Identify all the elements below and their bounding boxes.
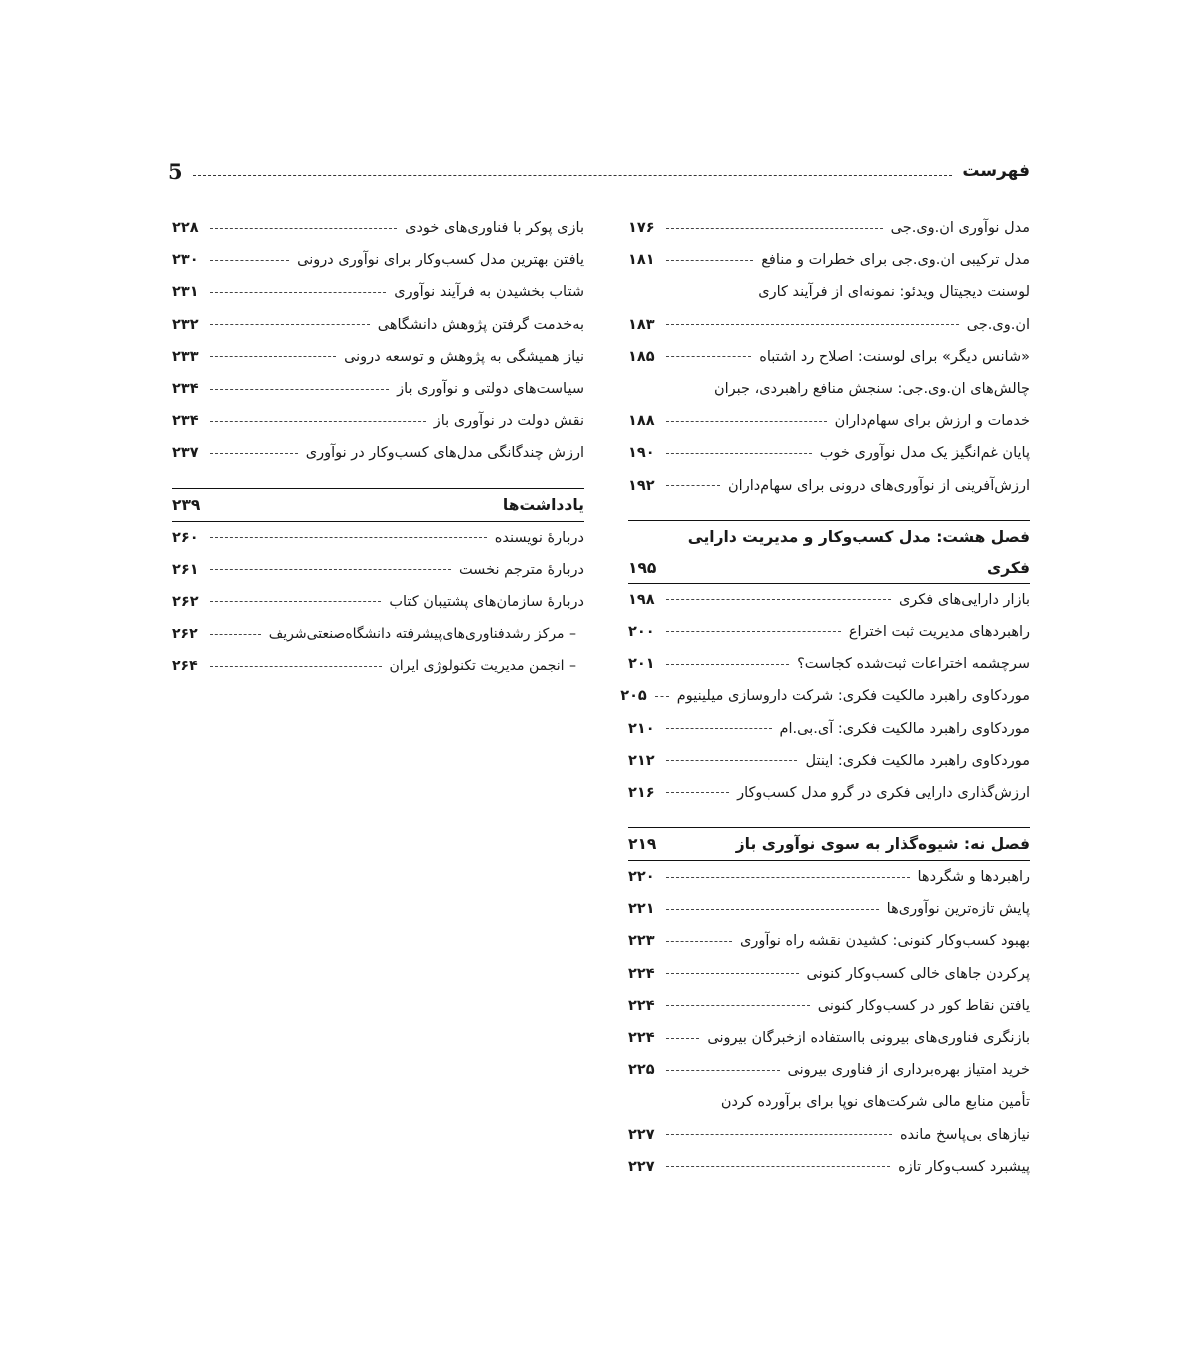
toc-entry-title: راهبردهای مدیریت ثبت اختراع bbox=[848, 623, 1030, 640]
dotted-leader bbox=[666, 760, 797, 761]
dotted-leader bbox=[210, 666, 382, 667]
dotted-leader bbox=[210, 453, 298, 454]
toc-entry-title: لوسنت دیجیتال ویدئو: نمونه‌ای از فرآیند کاری bbox=[758, 284, 1030, 301]
toc-entry[interactable] bbox=[628, 745, 1030, 777]
toc-entry-title: به‌خدمت گرفتن پژوهش دانشگاهی bbox=[377, 316, 584, 333]
toc-entry-title: ارزش چندگانگی مدل‌های کسب‌وکار در نوآوری bbox=[305, 445, 584, 462]
toc-entry-title: – مرکز رشدفناوری‌های‌پیشرفته دانشگاه‌صنعتی‌شریف bbox=[268, 626, 576, 643]
chapter9-heading bbox=[628, 827, 1030, 861]
toc-entry-title: خدمات و ارزش برای سهام‌داران bbox=[834, 413, 1030, 430]
toc-entry-title: پایش تازه‌ترین نوآوری‌ها bbox=[886, 901, 1030, 918]
toc-entry-title: خرید امتیاز بهره‌برداری از فناوری بیرونی bbox=[787, 1062, 1030, 1079]
toc-left-column bbox=[172, 212, 584, 682]
toc-entry[interactable] bbox=[628, 341, 1030, 373]
toc-entry-page: ۲۱۶ bbox=[628, 784, 655, 801]
dotted-leader bbox=[666, 356, 751, 357]
toc-entry[interactable] bbox=[628, 309, 1030, 341]
toc-entry-page: ۲۰۰ bbox=[628, 623, 655, 640]
toc-entry[interactable] bbox=[628, 990, 1030, 1022]
toc-entry-title: بازی پوکر با فناوری‌های خودی bbox=[405, 220, 584, 237]
toc-entry-title: مدل نوآوری ان.وی.جی bbox=[890, 220, 1030, 237]
toc-entry-page: ۲۶۲ bbox=[172, 626, 198, 643]
notes-entries bbox=[172, 522, 584, 683]
toc-entry[interactable] bbox=[628, 584, 1030, 616]
toc-entry-page: ۲۲۷ bbox=[628, 1126, 655, 1143]
dotted-leader bbox=[655, 696, 669, 697]
toc-entry-page: ۲۲۴ bbox=[628, 965, 655, 982]
toc-entry[interactable] bbox=[628, 1054, 1030, 1086]
toc-entry-title: موردکاوی راهبرد مالکیت فکری: آی.بی.ام bbox=[779, 720, 1030, 737]
dotted-leader bbox=[666, 792, 729, 793]
toc-entry[interactable] bbox=[172, 618, 584, 650]
dotted-leader bbox=[666, 324, 959, 325]
toc-entry-title: پایان غم‌انگیز یک مدل نوآوری خوب bbox=[819, 445, 1030, 462]
dotted-leader bbox=[666, 599, 891, 600]
toc-entry[interactable] bbox=[172, 341, 584, 373]
dotted-leader bbox=[666, 664, 789, 665]
dotted-leader bbox=[666, 453, 812, 454]
dotted-leader bbox=[210, 228, 397, 229]
toc-left-top-list bbox=[172, 212, 584, 470]
toc-entry-page: ۲۲۱ bbox=[628, 901, 655, 918]
dotted-leader bbox=[210, 537, 487, 538]
toc-entry-title: یافتن نقاط کور در کسب‌وکار کنونی bbox=[817, 997, 1030, 1014]
toc-entry[interactable] bbox=[628, 1086, 1030, 1118]
toc-entry-title: شتاب بخشیدن به فرآیند نوآوری bbox=[394, 284, 584, 301]
toc-entry-title: نیازهای بی‌پاسخ مانده bbox=[900, 1126, 1030, 1143]
toc-entry-page: ۲۲۷ bbox=[628, 1158, 655, 1175]
dotted-leader bbox=[666, 421, 827, 422]
toc-entry-title: ارزش‌آفرینی از نوآوری‌های درونی برای سهام‌داران bbox=[728, 477, 1030, 494]
toc-entry-page: ۱۹۰ bbox=[628, 445, 655, 462]
toc-entry-title: موردکاوی راهبرد مالکیت فکری: شرکت داروسازی میلینیوم bbox=[676, 688, 1030, 705]
toc-entry-page: ۱۸۱ bbox=[628, 252, 655, 269]
toc-entry-title: – انجمن مدیریت تکنولوژی ایران bbox=[389, 658, 576, 675]
toc-entry[interactable] bbox=[172, 309, 584, 341]
toc-right-column bbox=[620, 212, 1030, 1183]
toc-entry-page: ۲۳۲ bbox=[172, 316, 199, 333]
toc-entry-title: چالش‌های ان.وی.جی: سنجش منافع راهبردی، جبران bbox=[713, 381, 1030, 398]
dotted-leader bbox=[666, 260, 753, 261]
toc-entry[interactable] bbox=[628, 1022, 1030, 1054]
toc-entry-page: ۲۳۳ bbox=[172, 348, 199, 365]
toc-entry-page: ۲۳۷ bbox=[172, 445, 199, 462]
toc-entry[interactable] bbox=[628, 373, 1030, 405]
dotted-leader bbox=[666, 1005, 810, 1006]
dotted-leader bbox=[210, 389, 389, 390]
toc-entry-title: «شانس دیگر» برای لوسنت: اصلاح رد اشتباه bbox=[759, 348, 1030, 365]
toc-entry[interactable] bbox=[628, 437, 1030, 469]
notes-heading bbox=[172, 488, 584, 522]
toc-entry-page: ۲۲۳ bbox=[628, 933, 655, 950]
dotted-leader bbox=[210, 260, 289, 261]
toc-entry[interactable] bbox=[628, 244, 1030, 276]
toc-entry[interactable] bbox=[172, 554, 584, 586]
header-page-number: 5 bbox=[168, 158, 183, 184]
toc-entry[interactable] bbox=[172, 276, 584, 308]
dotted-leader bbox=[666, 1070, 780, 1071]
notes-title: یادداشت‌ها bbox=[502, 495, 584, 514]
dotted-leader bbox=[210, 324, 370, 325]
toc-entry-title: مدل ترکیبی ان.وی.جی برای خطرات و منافع bbox=[761, 252, 1030, 269]
toc-entry[interactable] bbox=[628, 276, 1030, 308]
toc-entry-page: ۲۲۸ bbox=[172, 220, 199, 237]
chapter9-entries bbox=[628, 861, 1030, 1183]
chapter8-page: ۱۹۵ bbox=[628, 558, 657, 577]
toc-entry[interactable] bbox=[172, 437, 584, 469]
header-rule bbox=[193, 175, 953, 176]
toc-entry-page: ۲۲۰ bbox=[628, 869, 655, 886]
dotted-leader bbox=[666, 728, 772, 729]
header-title: فهرست bbox=[962, 161, 1030, 181]
toc-entry-page: ۲۶۰ bbox=[172, 529, 199, 546]
toc-entry-page: ۱۸۸ bbox=[628, 413, 655, 430]
toc-entry-title: دربارهٔ مترجم نخست bbox=[458, 561, 584, 578]
toc-entry-title: دربارهٔ نویسنده bbox=[494, 529, 584, 546]
toc-entry[interactable] bbox=[628, 648, 1030, 680]
toc-entry-title: ان.وی.جی bbox=[966, 316, 1030, 333]
toc-entry[interactable] bbox=[172, 373, 584, 405]
dotted-leader bbox=[210, 569, 451, 570]
toc-entry-page: ۲۳۴ bbox=[172, 381, 199, 398]
toc-entry-title: موردکاوی راهبرد مالکیت فکری: اینتل bbox=[805, 752, 1030, 769]
dotted-leader bbox=[666, 1166, 890, 1167]
toc-entry[interactable] bbox=[628, 777, 1030, 809]
toc-entry-page: ۲۰۱ bbox=[628, 656, 655, 673]
toc-entry[interactable] bbox=[172, 650, 584, 682]
dotted-leader bbox=[210, 292, 386, 293]
toc-entry-title: بهبود کسب‌وکار کنونی: کشیدن نقشه راه نوآوری bbox=[740, 933, 1030, 950]
toc-entry[interactable] bbox=[172, 586, 584, 618]
toc-entry[interactable] bbox=[628, 893, 1030, 925]
toc-entry-page: ۲۳۱ bbox=[172, 284, 199, 301]
toc-entry-title: نقش دولت در نوآوری باز bbox=[433, 413, 584, 430]
dotted-leader bbox=[666, 877, 910, 878]
toc-entry-page: ۲۶۱ bbox=[172, 561, 199, 578]
toc-entry-page: ۲۱۰ bbox=[628, 720, 655, 737]
toc-entry[interactable] bbox=[628, 925, 1030, 957]
toc-entry-title: نیاز همیشگی به پژوهش و توسعه درونی bbox=[344, 348, 584, 365]
toc-entry-page: ۱۸۳ bbox=[628, 316, 655, 333]
dotted-leader bbox=[666, 1134, 892, 1135]
chapter8-title-line2: فکری ۱۹۵ bbox=[628, 558, 1030, 577]
toc-entry-page: ۲۲۴ bbox=[628, 1030, 655, 1047]
toc-entry-page: ۲۶۴ bbox=[172, 658, 198, 675]
toc-entry-title: یافتن بهترین مدل کسب‌وکار برای نوآوری درونی bbox=[297, 252, 584, 269]
notes-page: ۲۳۹ bbox=[172, 495, 201, 514]
chapter8-heading bbox=[628, 520, 1030, 584]
toc-entry-page: ۱۹۸ bbox=[628, 591, 655, 608]
toc-entry[interactable] bbox=[628, 1151, 1030, 1183]
dotted-leader bbox=[666, 941, 732, 942]
toc-entry-page: ۱۷۶ bbox=[628, 220, 655, 237]
toc-entry-page: ۲۳۰ bbox=[172, 252, 199, 269]
toc-entry-page: ۱۸۵ bbox=[628, 348, 655, 365]
dotted-leader bbox=[666, 228, 883, 229]
toc-entry[interactable] bbox=[628, 470, 1030, 502]
dotted-leader bbox=[210, 356, 336, 357]
toc-entry-title: پیشبرد کسب‌وکار تازه bbox=[898, 1158, 1030, 1175]
toc-entry-page: ۲۰۵ bbox=[620, 688, 647, 705]
dotted-leader bbox=[210, 421, 426, 422]
dotted-leader bbox=[666, 909, 879, 910]
toc-entry-title: پرکردن جاهای خالی کسب‌وکار کنونی bbox=[806, 965, 1030, 982]
toc-entry-title: دربارهٔ سازمان‌های پشتیبان کتاب bbox=[389, 593, 584, 610]
toc-entry[interactable] bbox=[628, 616, 1030, 648]
page-header bbox=[168, 154, 1030, 188]
toc-entry[interactable] bbox=[628, 958, 1030, 990]
toc-entry[interactable] bbox=[172, 405, 584, 437]
toc-entry[interactable] bbox=[628, 212, 1030, 244]
dotted-leader bbox=[666, 631, 841, 632]
toc-entry[interactable] bbox=[172, 212, 584, 244]
chapter8-title-line1: فصل هشت: مدل کسب‌وکار و مدیریت دارایی bbox=[687, 527, 1030, 546]
toc-entry[interactable] bbox=[628, 712, 1030, 744]
toc-entry-page: ۲۲۵ bbox=[628, 1062, 655, 1079]
toc-entry[interactable] bbox=[628, 405, 1030, 437]
dotted-leader bbox=[210, 601, 381, 602]
toc-entry-page: ۱۹۲ bbox=[628, 477, 655, 494]
chapter9-title: فصل نه: شیوه‌گذار به سوی نوآوری باز bbox=[735, 835, 1030, 853]
toc-entry[interactable] bbox=[628, 1119, 1030, 1151]
toc-entry-title: راهبردها و شگردها bbox=[917, 869, 1030, 886]
toc-entry-title: ارزش‌گذاری دارایی فکری در گرو مدل کسب‌وکار bbox=[737, 784, 1030, 801]
dotted-leader bbox=[666, 973, 799, 974]
toc-entry-title: سیاست‌های دولتی و نوآوری باز bbox=[397, 381, 584, 398]
toc-entry-title: سرچشمه اختراعات ثبت‌شده کجاست؟ bbox=[797, 656, 1030, 673]
chapter9-page: ۲۱۹ bbox=[628, 835, 657, 853]
toc-entry-page: ۲۲۴ bbox=[628, 997, 655, 1014]
toc-entry[interactable] bbox=[620, 680, 1030, 712]
toc-entry-page: ۲۳۴ bbox=[172, 413, 199, 430]
dotted-leader bbox=[666, 1038, 699, 1039]
toc-entry-page: ۲۱۲ bbox=[628, 752, 655, 769]
toc-entry[interactable] bbox=[628, 861, 1030, 893]
dotted-leader bbox=[210, 634, 261, 635]
dotted-leader bbox=[666, 485, 720, 486]
toc-entry-title: بازنگری فناوری‌های بیرونی بااستفاده ازخبرگان بیرونی bbox=[707, 1030, 1030, 1047]
toc-entry[interactable] bbox=[172, 244, 584, 276]
toc-entry[interactable] bbox=[172, 522, 584, 554]
toc-entry-title: بازار دارایی‌های فکری bbox=[898, 591, 1030, 608]
toc-right-top-list bbox=[628, 212, 1030, 502]
chapter8-entries bbox=[620, 584, 1030, 809]
toc-entry-page: ۲۶۲ bbox=[172, 593, 199, 610]
toc-entry-title: تأمین منابع مالی شرکت‌های نوپا برای برآورده کردن bbox=[720, 1094, 1030, 1111]
